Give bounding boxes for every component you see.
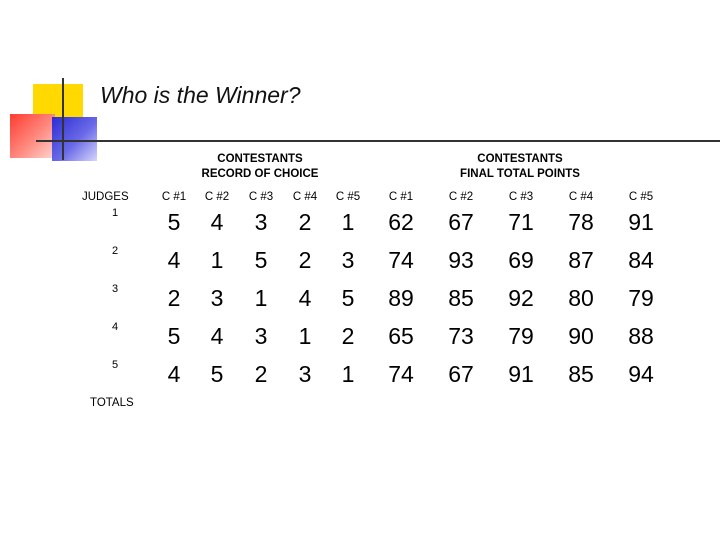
column-header: C #3 [248,191,274,203]
points-cell: 93 [448,247,474,273]
points-cell: 87 [568,247,594,273]
choice-cell: 2 [167,285,181,311]
choice-cell: 2 [254,361,268,387]
choice-cell: 3 [210,285,224,311]
choice-cell: 2 [298,209,312,235]
choice-cell: 3 [341,247,355,273]
points-cell: 62 [388,209,414,235]
column-header: C #4 [568,191,594,203]
judge-number: 4 [112,321,119,333]
judge-number: 5 [112,359,119,371]
points-cell: 88 [628,323,654,349]
judge-number: 3 [112,283,119,295]
choice-cell: 5 [254,247,268,273]
final-header-line-1: CONTESTANTS [477,153,563,165]
decorative-horizontal-rule [36,140,720,142]
choice-cell: 5 [341,285,355,311]
choice-cell: 2 [298,247,312,273]
record-header-line-1: CONTESTANTS [217,153,303,165]
points-cell: 67 [448,209,474,235]
points-cell: 91 [628,209,654,235]
record-of-choice-header [190,152,330,182]
final-total-points-header [440,152,600,182]
points-cell: 73 [448,323,474,349]
choice-cell: 4 [210,209,224,235]
points-cell: 79 [628,285,654,311]
choice-cell: 1 [341,361,355,387]
points-cell: 69 [508,247,534,273]
points-cell: 74 [388,247,414,273]
points-cell: 85 [448,285,474,311]
choice-cell: 4 [298,285,312,311]
choice-cell: 5 [167,209,181,235]
column-header: C #2 [204,191,230,203]
column-header: C #4 [292,191,318,203]
choice-cell: 3 [254,323,268,349]
points-cell: 92 [508,285,534,311]
column-header: C #1 [388,191,414,203]
final-header-line-2: FINAL TOTAL POINTS [460,168,580,180]
points-cell: 84 [628,247,654,273]
choice-cell: 4 [167,247,181,273]
judge-number: 1 [112,207,119,219]
column-header: C #5 [335,191,361,203]
points-cell: 79 [508,323,534,349]
choice-cell: 2 [341,323,355,349]
column-header: C #1 [161,191,187,203]
slide-title: Who is the Winner? [100,82,301,108]
points-cell: 78 [568,209,594,235]
points-cell: 89 [388,285,414,311]
choice-cell: 4 [210,323,224,349]
choice-cell: 1 [254,285,268,311]
decorative-blue-square [52,117,97,161]
choice-cell: 4 [167,361,181,387]
points-cell: 94 [628,361,654,387]
points-cell: 74 [388,361,414,387]
choice-cell: 1 [298,323,312,349]
column-header: C #3 [508,191,534,203]
points-cell: 67 [448,361,474,387]
choice-cell: 5 [167,323,181,349]
points-cell: 90 [568,323,594,349]
choice-cell: 1 [210,247,224,273]
points-cell: 65 [388,323,414,349]
column-header: C #5 [628,191,654,203]
points-cell: 80 [568,285,594,311]
choice-cell: 3 [298,361,312,387]
column-header: C #2 [448,191,474,203]
decorative-red-square [10,114,55,158]
choice-cell: 1 [341,209,355,235]
points-cell: 71 [508,209,534,235]
choice-cell: 3 [254,209,268,235]
points-cell: 85 [568,361,594,387]
judge-number: 2 [112,245,119,257]
record-header-line-2: RECORD OF CHOICE [201,168,319,180]
points-cell: 91 [508,361,534,387]
choice-cell: 5 [210,361,224,387]
judges-column-header: JUDGES [82,191,129,203]
decorative-vertical-rule [62,78,64,160]
totals-label: TOTALS [90,397,134,409]
